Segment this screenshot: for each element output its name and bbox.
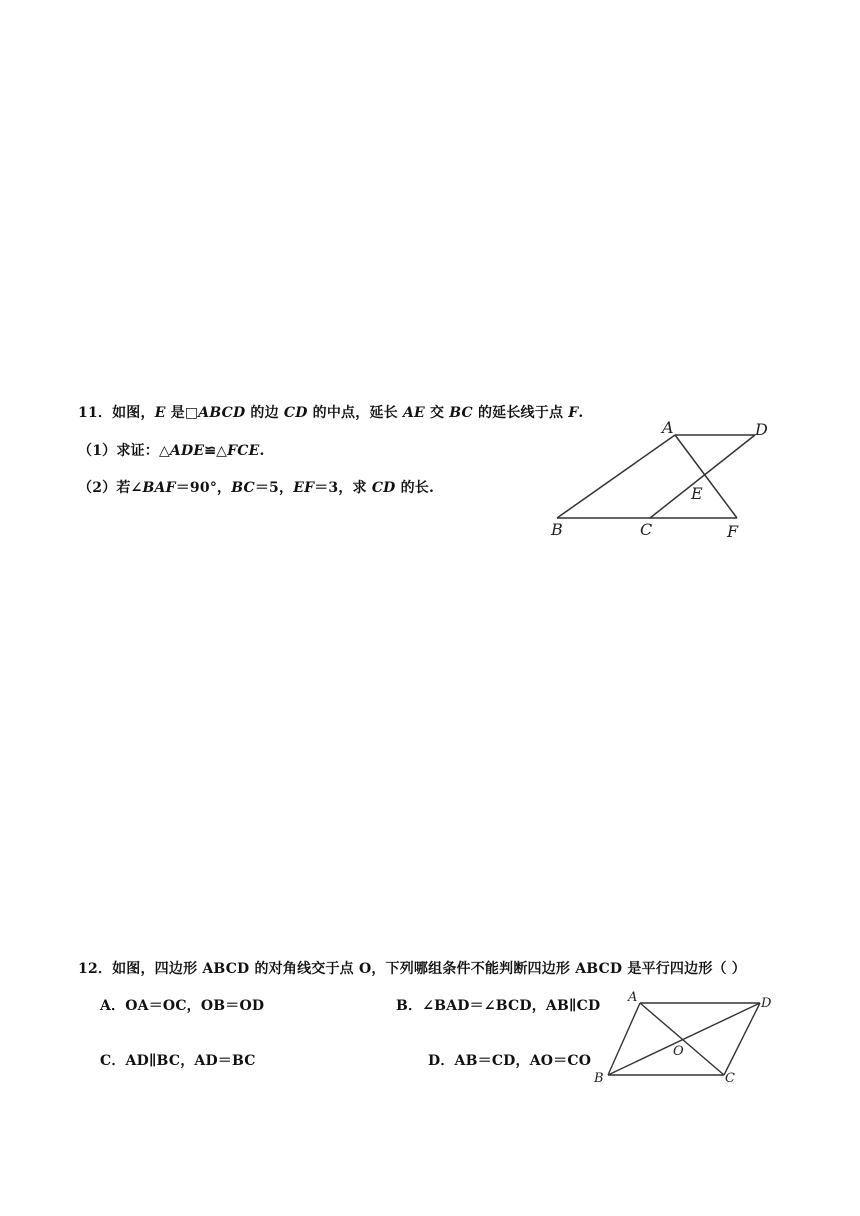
q12-seg-DC (724, 1003, 760, 1075)
q11-part2: （2）若∠BAF＝90°，BC＝5，EF＝3，求 CD 的长. (78, 480, 435, 496)
q12-option-c: C．AD∥BC，AD＝BC (100, 1053, 256, 1069)
q12-label-D: D (761, 996, 772, 1011)
q12-option-b: B．∠BAD＝∠BCD，AB∥CD (396, 998, 601, 1014)
q11-label-E: E (691, 484, 703, 503)
q11-label-D: D (755, 420, 768, 439)
q11-figure (545, 415, 795, 545)
q11-seg-AF (675, 435, 737, 518)
q12-label-B: B (594, 1071, 604, 1086)
q12-stem: 12．如图，四边形 ABCD 的对角线交于点 O，下列哪组条件不能判断四边形 ABCD 是平行四边形（ ） (78, 961, 746, 977)
q11-label-F: F (727, 522, 739, 541)
q12-seg-AB (608, 1003, 640, 1075)
q12-label-O: O (673, 1044, 684, 1059)
q12-option-d: D．AB＝CD，AO＝CO (428, 1053, 592, 1069)
q11-stem: 11．如图，E 是□ABCD 的边 CD 的中点，延长 AE 交 BC 的延长线于点 F. (78, 405, 584, 421)
q11-label-C: C (640, 520, 653, 539)
q11-part1: （1）求证：△ADE≌△FCE. (78, 443, 265, 459)
q11-seg-DC (650, 435, 755, 518)
q12-option-a: A．OA＝OC，OB＝OD (100, 998, 265, 1014)
q12-seg-BD (608, 1003, 760, 1075)
q11-label-A: A (662, 418, 674, 437)
q12-label-C: C (725, 1071, 735, 1086)
q11-label-B: B (551, 520, 563, 539)
q12-figure (590, 988, 790, 1088)
q12-seg-AC (640, 1003, 724, 1075)
q11-seg-AB (557, 435, 675, 518)
q12-label-A: A (628, 990, 638, 1005)
